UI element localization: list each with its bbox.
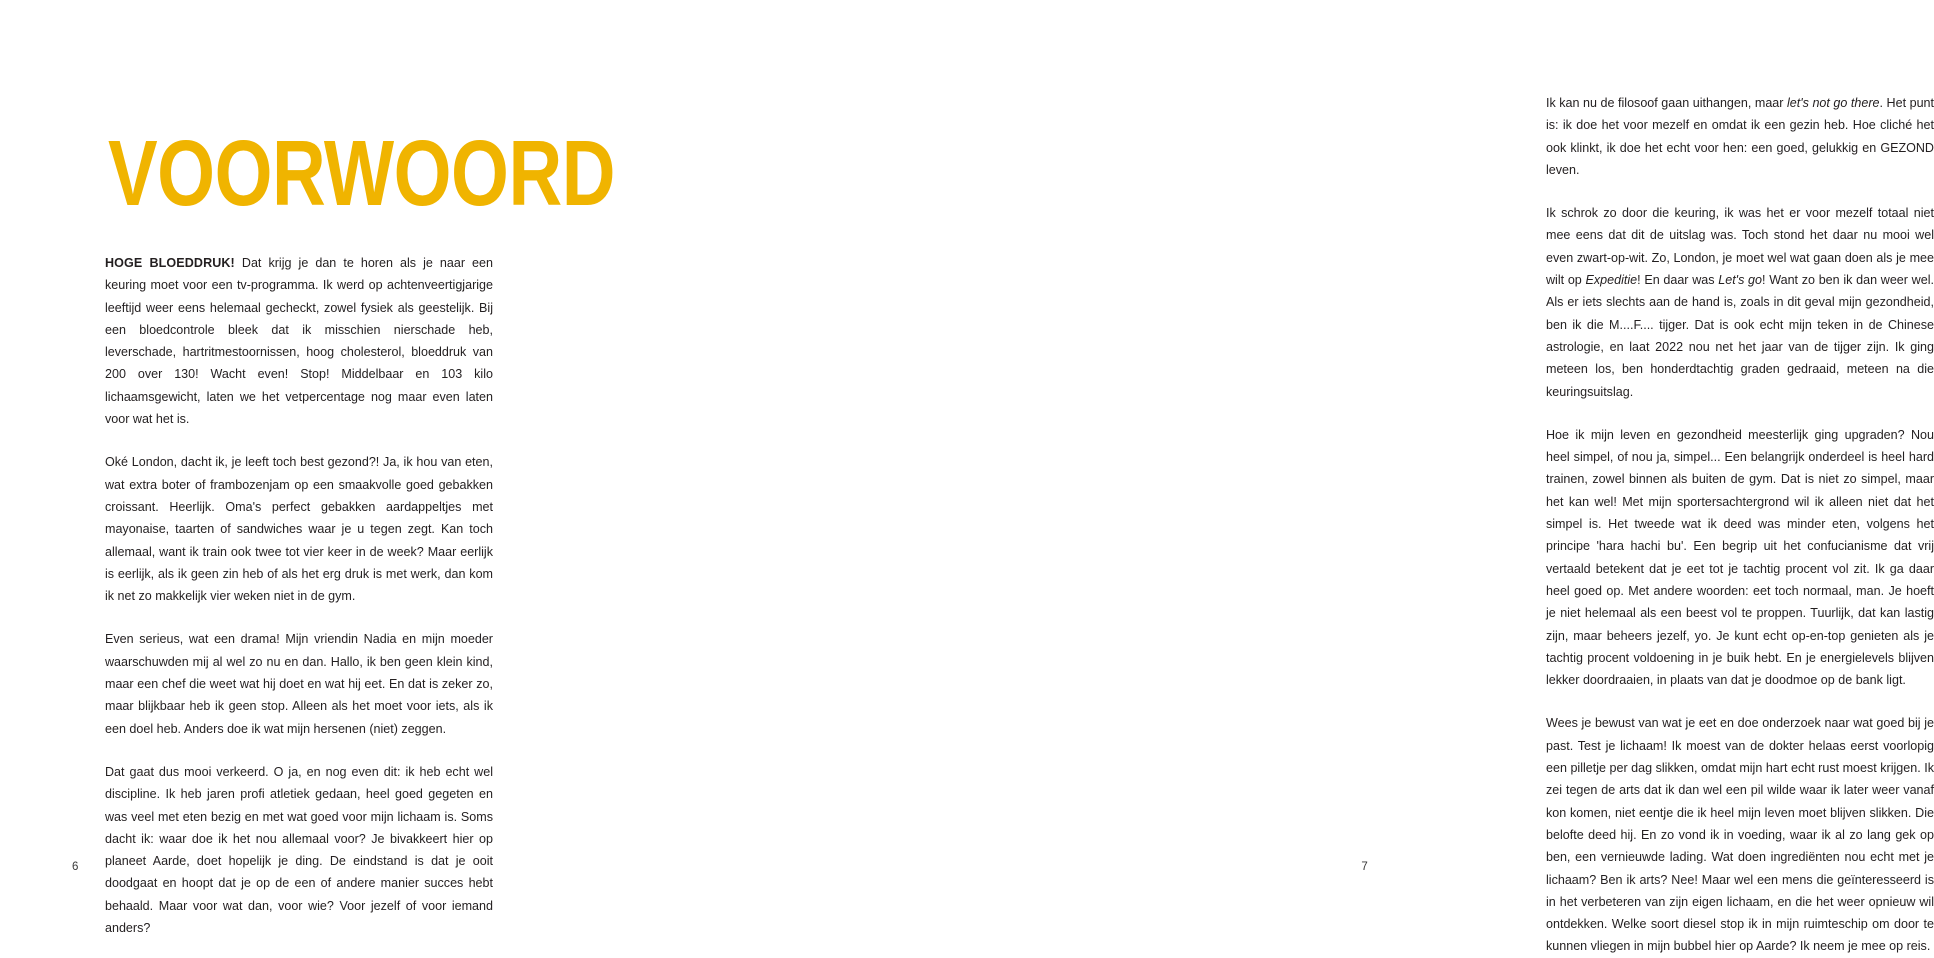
emphasised-text: Let's go	[1718, 273, 1763, 288]
page-number-left: 6	[72, 860, 79, 873]
emphasised-text: Expeditie	[1585, 273, 1638, 288]
body-column-left	[105, 252, 493, 939]
body-paragraph: Wees je bewust van wat je eet en doe onderzoek naar wat goed bij je past. Test je lichaam! Ik moest van de dokter helaas eerst voorlopig een pilletje per dag slikken, omdat mijn hart echt rust moest krijgen. Ik zei tegen de arts dat ik dan wel een pil wilde waar ik later weer vanaf kon komen, niet eentje die ik heel mijn leven moet blijven slikken. Die belofte deed hij. En zo vond ik in voeding, waar ik al zo lang gek op ben, een vernieuwde lading. Wat doen ingrediënten nou echt met je lichaam? Ben ik arts? Nee! Maar wel een mens die geïnteresseerd is in het verbeteren van zijn eigen lichaam, en die het weer opnieuw wil ontdekken. Welke soort diesel stop ik in mijn ruimteschip om door te kunnen vliegen in mijn bubbel hier op Aarde? Ik neem je mee op reis.	[1546, 716, 1934, 954]
emphasised-text: let's not go there	[1787, 96, 1880, 110]
body-paragraph: HOGE BLOEDDRUK! Dat krijg je dan te horen als je naar een keuring moet voor een tv-programma. Ik werd op achtenveertigjarige leeftijd weer eens helemaal gecheckt, zowel fysiek als geestelijk. Bij een bloedcontrole bleek dat ik misschien nierschade heb, leverschade, hartritmestoornissen, hoog cholesterol, bloeddruk van 200 over 130! Wacht even! Stop! Middelbaar en 103 kilo lichaamsgewicht, laten we het vetpercentage nog maar even laten voor wat het is.	[105, 256, 493, 427]
body-column-right	[1546, 92, 1934, 958]
page-number-right: 7	[1361, 860, 1368, 873]
body-paragraph: Dat gaat dus mooi verkeerd. O ja, en nog even dit: ik heb echt wel discipline. Ik heb jaren profi atletiek gedaan, heel goed gegeten en was veel met eten bezig en met wat goed voor mijn lichaam is. Soms dacht ik: waar doe ik het nou allemaal voor? Je bivakkeert hier op planeet Aarde, doet hopelijk je ding. De eindstand is dat je ooit doodgaat en hoopt dat je op de een of andere manier succes hebt behaald. Maar voor wat dan, voor wie? Voor jezelf of voor iemand anders?	[105, 764, 493, 936]
body-paragraph: Even serieus, wat een drama! Mijn vriendin Nadia en mijn moeder waarschuwden mij al wel zo nu en dan. Hallo, ik ben geen klein kind, maar een chef die weet wat hij doet en wat hij eet. En dat is zeker zo, maar blijkbaar heb ik geen stop. Alleen als het moet voor iets, als ik een doel heb. Anders doe ik wat mijn hersenen (niet) zeggen.	[105, 632, 493, 736]
body-paragraph: Ik kan nu de filosoof gaan uithangen, maar let's not go there. Het punt is: ik doe het voor mezelf en omdat ik een gezin heb. Hoe cliché het ook klinkt, ik doe het echt voor hen: een goed, gelukkig en GEZOND leven.	[1546, 96, 1934, 177]
page-verso	[0, 0, 720, 936]
page-recto	[720, 0, 1934, 954]
body-paragraph: Ik schrok zo door die keuring, ik was het er voor mezelf totaal niet mee eens dat dit de uitslag was. Toch stond het daar nu mooi wel even zwart-op-wit. Zo, London, je moet wel wat gaan doen als je mee wilt op Expeditie! En daar was Let's go! Want zo ben ik dan weer wel. Als er iets slechts aan de hand is, zoals in dit geval mijn gezondheid, ben ik die M....F.... tijger. Dat is ook echt mijn teken in de Chinese astrologie, en laat 2022 nou net het jaar van de tijger zijn. Ik ging meteen los, ben honderdtachtig graden gedraaid, meteen na die keuringsuitslag.	[1546, 206, 1934, 399]
body-paragraph: Hoe ik mijn leven en gezondheid meesterlijk ging upgraden? Nou heel simpel, of nou ja, simpel... Een belangrijk onderdeel is heel hard trainen, zowel binnen als buiten de gym. Dat is niet zo simpel, maar het kan wel! Met mijn sportersachtergrond wil ik alleen niet dat het simpel is. Het tweede wat ik deed was minder eten, volgens het principe 'hara hachi bu'. Een begrip uit het confucianisme dat vrij vertaald betekent dat je eet tot je tachtig procent vol zit. Ik ga daar heel goed op. Met andere woorden: eet toch normaal, man. Je hoeft je niet helemaal als een beest vol te proppen. Tuurlijk, dat kan lastig zijn, maar beheers jezelf, yo. Je kunt echt op-en-top genieten als je tachtig procent voldoening in je buik hebt. En je energielevels blijven lekker doordraaien, in plaats van dat je doodmoe op de bank ligt.	[1546, 427, 1934, 688]
page-title: VOORWOORD	[108, 121, 615, 225]
body-paragraph: Oké London, dacht ik, je leeft toch best gezond?! Ja, ik hou van eten, wat extra boter of frambozenjam op een smaakvolle goed gebakken croissant. Heerlijk. Oma's perfect gebakken aardappeltjes met mayonaise, taarten of sandwiches waar je u tegen zegt. Kan toch allemaal, want ik train ook twee tot vier keer in de week? Maar eerlijk is eerlijk, als ik geen zin heb of als het erg druk is met werk, dan kom ik net zo makkelijk vier weken niet in de gym.	[105, 455, 493, 604]
paragraph-lead-in: HOGE BLOEDDRUK!	[105, 256, 235, 270]
